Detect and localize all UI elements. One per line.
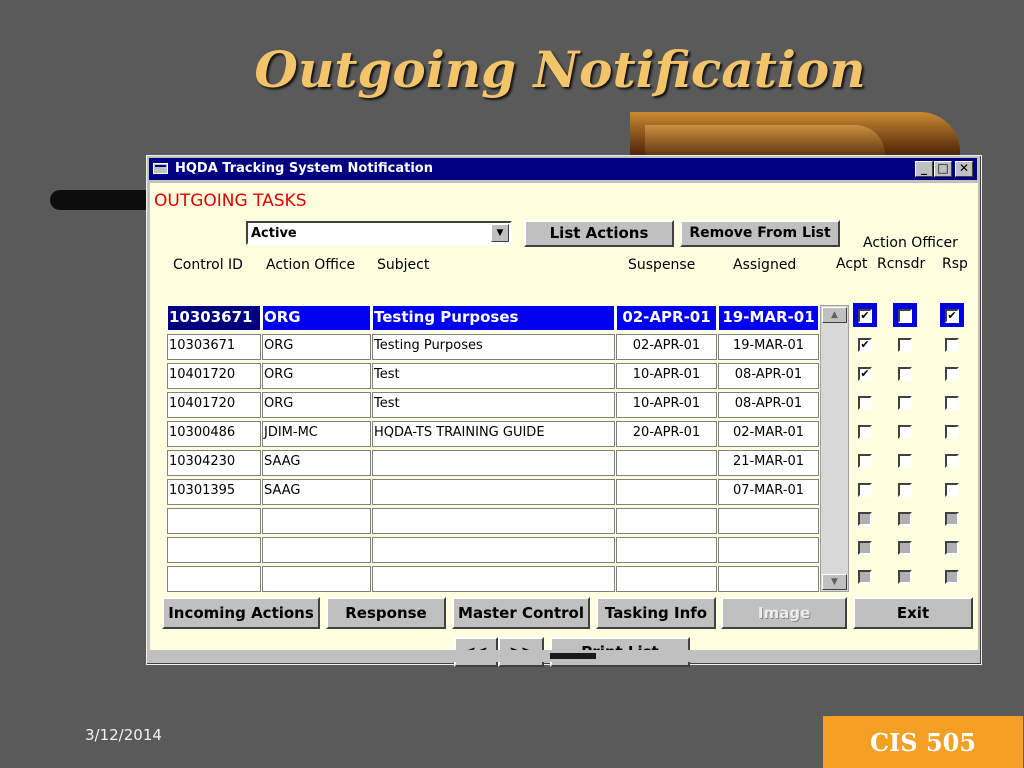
column-header-control-id: Control ID [173,257,243,273]
cell-subject[interactable] [372,537,615,563]
column-header-rcnsdr: Rcnsdr [877,256,926,272]
scroll-down-button[interactable]: ▼ [822,574,847,590]
cell-assigned[interactable]: 08-APR-01 [718,392,819,418]
cell-subject[interactable] [372,508,615,534]
column-header-acpt: Acpt [836,256,868,272]
cell-suspense[interactable] [616,508,717,534]
checkbox-rsp[interactable] [945,483,959,497]
checkbox-acpt[interactable] [858,512,872,526]
cell-action-office[interactable] [262,508,371,534]
cell-control-id[interactable] [167,537,261,563]
cell-action-office[interactable]: ORG [262,392,371,418]
checkbox-acpt[interactable]: ✔ [858,309,872,323]
resize-grip[interactable] [550,653,596,659]
cell-subject[interactable]: Testing Purposes [372,305,615,331]
cell-suspense[interactable] [616,566,717,592]
checkbox-rcnsdr[interactable] [898,425,912,439]
cell-assigned[interactable]: 02-MAR-01 [718,421,819,447]
cell-control-id[interactable]: 10304230 [167,450,261,476]
cell-action-office[interactable]: SAAG [262,450,371,476]
course-badge: CIS 505 [823,716,1023,768]
minimize-button[interactable]: _ [915,161,933,177]
cell-action-office[interactable]: JDIM-MC [262,421,371,447]
checkbox-rsp[interactable] [945,512,959,526]
cell-control-id[interactable]: 10301395 [167,479,261,505]
remove-from-list-button[interactable]: Remove From List [680,220,840,247]
column-header-assigned: Assigned [733,257,797,273]
tasking-info-button[interactable]: Tasking Info [596,597,716,629]
checkbox-rsp[interactable] [945,541,959,555]
checkbox-rsp[interactable] [945,367,959,381]
cell-subject[interactable]: Test [372,392,615,418]
response-button[interactable]: Response [326,597,446,629]
cell-action-office[interactable]: ORG [262,363,371,389]
scroll-up-button[interactable]: ▲ [822,307,847,323]
checkbox-rsp[interactable] [945,454,959,468]
checkbox-rcnsdr[interactable] [898,396,912,410]
checkbox-acpt[interactable]: ✔ [858,338,872,352]
image-button[interactable]: Image [721,597,847,629]
status-bar [150,650,978,662]
incoming-actions-button[interactable]: Incoming Actions [162,597,320,629]
slide-title: Outgoing Notification [254,40,866,99]
cell-suspense[interactable] [616,537,717,563]
status-filter-select[interactable] [246,221,512,245]
cell-subject[interactable] [372,479,615,505]
decorative-bar-left [50,190,160,210]
exit-button[interactable]: Exit [853,597,973,629]
cell-action-office[interactable] [262,566,371,592]
checkbox-acpt[interactable]: ✔ [858,367,872,381]
list-actions-button[interactable]: List Actions [524,220,674,247]
checkbox-acpt[interactable] [858,425,872,439]
checkbox-rcnsdr[interactable] [898,454,912,468]
cell-action-office[interactable]: ORG [262,334,371,360]
column-header-action-office: Action Office [266,257,356,273]
checkbox-rcnsdr[interactable] [898,541,912,555]
cell-control-id[interactable]: 10401720 [167,392,261,418]
checkbox-rsp[interactable] [945,570,959,584]
cell-action-office[interactable] [262,537,371,563]
window-title: HQDA Tracking System Notification [175,161,433,176]
cell-subject[interactable]: Testing Purposes [372,334,615,360]
cell-control-id[interactable]: 10303671 [167,334,261,360]
cell-subject[interactable]: HQDA-TS TRAINING GUIDE [372,421,615,447]
cell-suspense[interactable] [616,479,717,505]
slide-date: 3/12/2014 [85,726,162,744]
column-header-suspense: Suspense [628,257,696,273]
checkbox-rcnsdr[interactable] [898,483,912,497]
cell-assigned[interactable]: 08-APR-01 [718,363,819,389]
cell-control-id[interactable] [167,566,261,592]
action-officer-label: Action Officer [863,235,958,251]
outgoing-tasks-heading: OUTGOING TASKS [154,191,307,211]
checkbox-acpt[interactable] [858,454,872,468]
checkbox-rsp[interactable]: ✔ [945,309,959,323]
cell-control-id[interactable]: 10300486 [167,421,261,447]
checkbox-rsp[interactable] [945,338,959,352]
checkbox-acpt[interactable] [858,396,872,410]
checkbox-acpt[interactable] [858,570,872,584]
cell-suspense[interactable]: 02-APR-01 [616,334,717,360]
cell-action-office[interactable]: SAAG [262,479,371,505]
cell-suspense[interactable]: 02-APR-01 [616,305,717,331]
cell-suspense[interactable] [616,450,717,476]
close-button[interactable]: ✕ [955,161,973,177]
window-client [150,183,978,650]
cell-suspense[interactable]: 10-APR-01 [616,363,717,389]
cell-assigned[interactable]: 07-MAR-01 [718,479,819,505]
cell-assigned[interactable]: 19-MAR-01 [718,305,819,331]
cell-assigned[interactable] [718,508,819,534]
master-control-button[interactable]: Master Control [452,597,590,629]
cell-assigned[interactable]: 21-MAR-01 [718,450,819,476]
cell-subject[interactable] [372,450,615,476]
cell-action-office[interactable]: ORG [262,305,371,331]
cell-suspense[interactable]: 10-APR-01 [616,392,717,418]
cell-suspense[interactable]: 20-APR-01 [616,421,717,447]
checkbox-rcnsdr[interactable] [898,367,912,381]
maximize-button[interactable]: □ [934,161,952,177]
checkbox-rsp[interactable] [945,396,959,410]
checkbox-acpt[interactable] [858,541,872,555]
grid-scrollbar[interactable] [820,305,849,592]
column-header-subject: Subject [377,257,430,273]
checkbox-acpt[interactable] [858,483,872,497]
cell-control-id[interactable] [167,508,261,534]
cell-control-id[interactable]: 10303671 [167,305,261,331]
checkbox-rcnsdr[interactable] [898,570,912,584]
checkbox-rcnsdr[interactable] [898,338,912,352]
cell-assigned[interactable] [718,566,819,592]
app-window [146,155,982,665]
window-titlebar[interactable] [149,158,977,180]
status-filter-value: Active [251,226,297,241]
cell-assigned[interactable]: 19-MAR-01 [718,334,819,360]
cell-assigned[interactable] [718,537,819,563]
window-system-icon[interactable] [153,163,168,174]
chevron-down-icon[interactable]: ▼ [491,224,509,242]
checkbox-rsp[interactable] [945,425,959,439]
cell-subject[interactable]: Test [372,363,615,389]
checkbox-rcnsdr[interactable] [898,309,912,323]
column-header-rsp: Rsp [942,256,968,272]
cell-control-id[interactable]: 10401720 [167,363,261,389]
checkbox-rcnsdr[interactable] [898,512,912,526]
cell-subject[interactable] [372,566,615,592]
